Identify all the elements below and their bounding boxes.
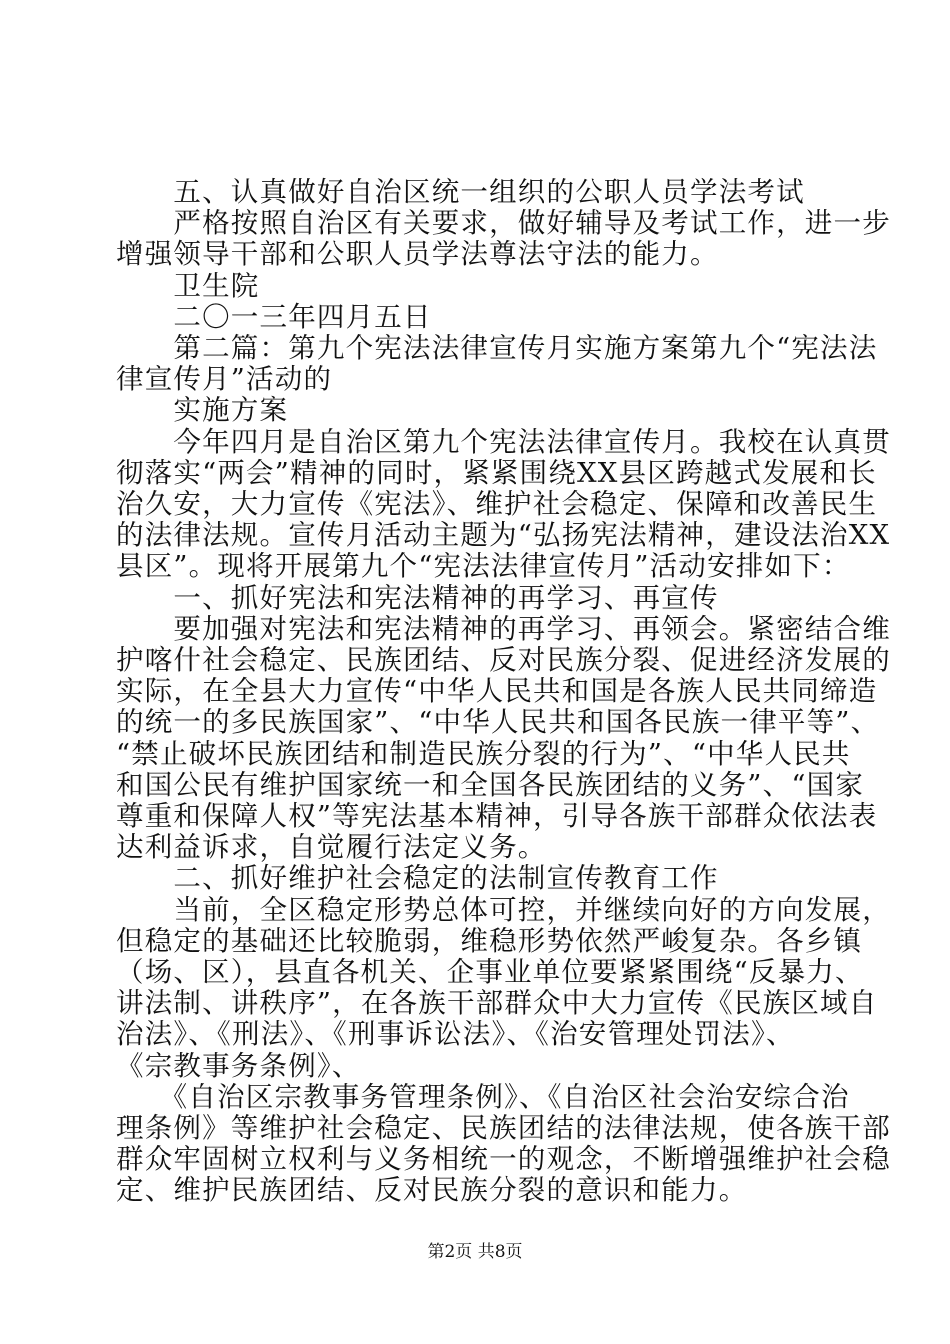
text-line: 彻落实“两会”精神的同时，紧紧围绕XX县区跨越式发展和长: [116, 456, 877, 489]
text-line: 和国公民有维护国家统一和全国各民族团结的义务”、“国家: [116, 768, 865, 801]
text-line: 卫生院: [116, 269, 260, 302]
text-line: （场、区），县直各机关、企事业单位要紧紧围绕“反暴力、: [116, 956, 864, 988]
text-line: 严格按照自治区有关要求，做好辅导及考试工作，进一步: [116, 207, 891, 240]
text-line: 的统一的多民族国家”、“中华人民共和国各民族一律平等”、: [116, 706, 880, 739]
text-line: 今年四月是自治区第九个宪法法律宣传月。我校在认真贯: [116, 425, 891, 458]
text-line: 群众牢固树立权利与义务相统一的观念，不断增强维护社会稳: [116, 1143, 891, 1176]
text-line: 治法》、《刑法》、《刑事诉讼法》、《治安管理处罚法》、: [116, 1018, 795, 1051]
text-line: 实施方案: [116, 394, 289, 427]
text-line: 二、抓好维护社会稳定的法制宣传教育工作: [116, 862, 719, 895]
text-line: 讲法制、讲秩序”，在各族干部群众中大力宣传《民族区域自: [116, 987, 878, 1020]
page-number-footer: 第2页 共8页: [427, 1242, 523, 1262]
text-line: 当前，全区稳定形势总体可控，并继续向好的方向发展，: [116, 893, 891, 926]
text-line: 县区”。现将开展第九个“宪法法律宣传月”活动安排如下：: [116, 550, 851, 583]
text-line: 五、认真做好自治区统一组织的公职人员学法考试: [116, 176, 805, 208]
text-line: 达利益诉求，自觉履行法定义务。: [116, 831, 547, 864]
text-line: 增强领导干部和公职人员学法尊法守法的能力。: [116, 238, 719, 271]
text-line: 但稳定的基础还比较脆弱，维稳形势依然严峻复杂。各乡镇: [116, 924, 863, 957]
text-line: 的法律法规。宣传月活动主题为“弘扬宪法精神，建设法治XX: [116, 519, 891, 552]
text-line: 实际，在全县大力宣传“中华人民共和国是各族人民共同缔造: [116, 675, 878, 708]
text-line: 一、抓好宪法和宪法精神的再学习、再宣传: [116, 581, 719, 614]
text-line: 理条例》等维护社会稳定、民族团结的法律法规，使各族干部: [116, 1112, 891, 1144]
text-line: 《自治区宗教事务管理条例》、《自治区社会治安综合治: [116, 1080, 850, 1113]
text-line: 尊重和保障人权”等宪法基本精神，引导各族干部群众依法表: [116, 800, 878, 832]
text-line: 二〇一三年四月五日: [116, 300, 432, 333]
text-line: 护喀什社会稳定、民族团结、反对民族分裂、促进经济发展的: [116, 644, 891, 676]
text-line: 要加强对宪法和宪法精神的再学习、再领会。紧密结合维: [116, 612, 891, 645]
text-line: “禁止破坏民族团结和制造民族分裂的行为”、“中华人民共: [116, 737, 851, 770]
text-line: 第二篇：第九个宪法法律宣传月实施方案第九个“宪法法: [116, 332, 878, 364]
text-line: 治久安，大力宣传《宪法》、维护社会稳定、保障和改善民生: [116, 488, 878, 520]
text-line: 定、维护民族团结、反对民族分裂的意识和能力。: [116, 1174, 748, 1207]
text-line: 《宗教事务条例》、: [116, 1049, 361, 1082]
text-line: 律宣传月”活动的: [116, 363, 333, 396]
